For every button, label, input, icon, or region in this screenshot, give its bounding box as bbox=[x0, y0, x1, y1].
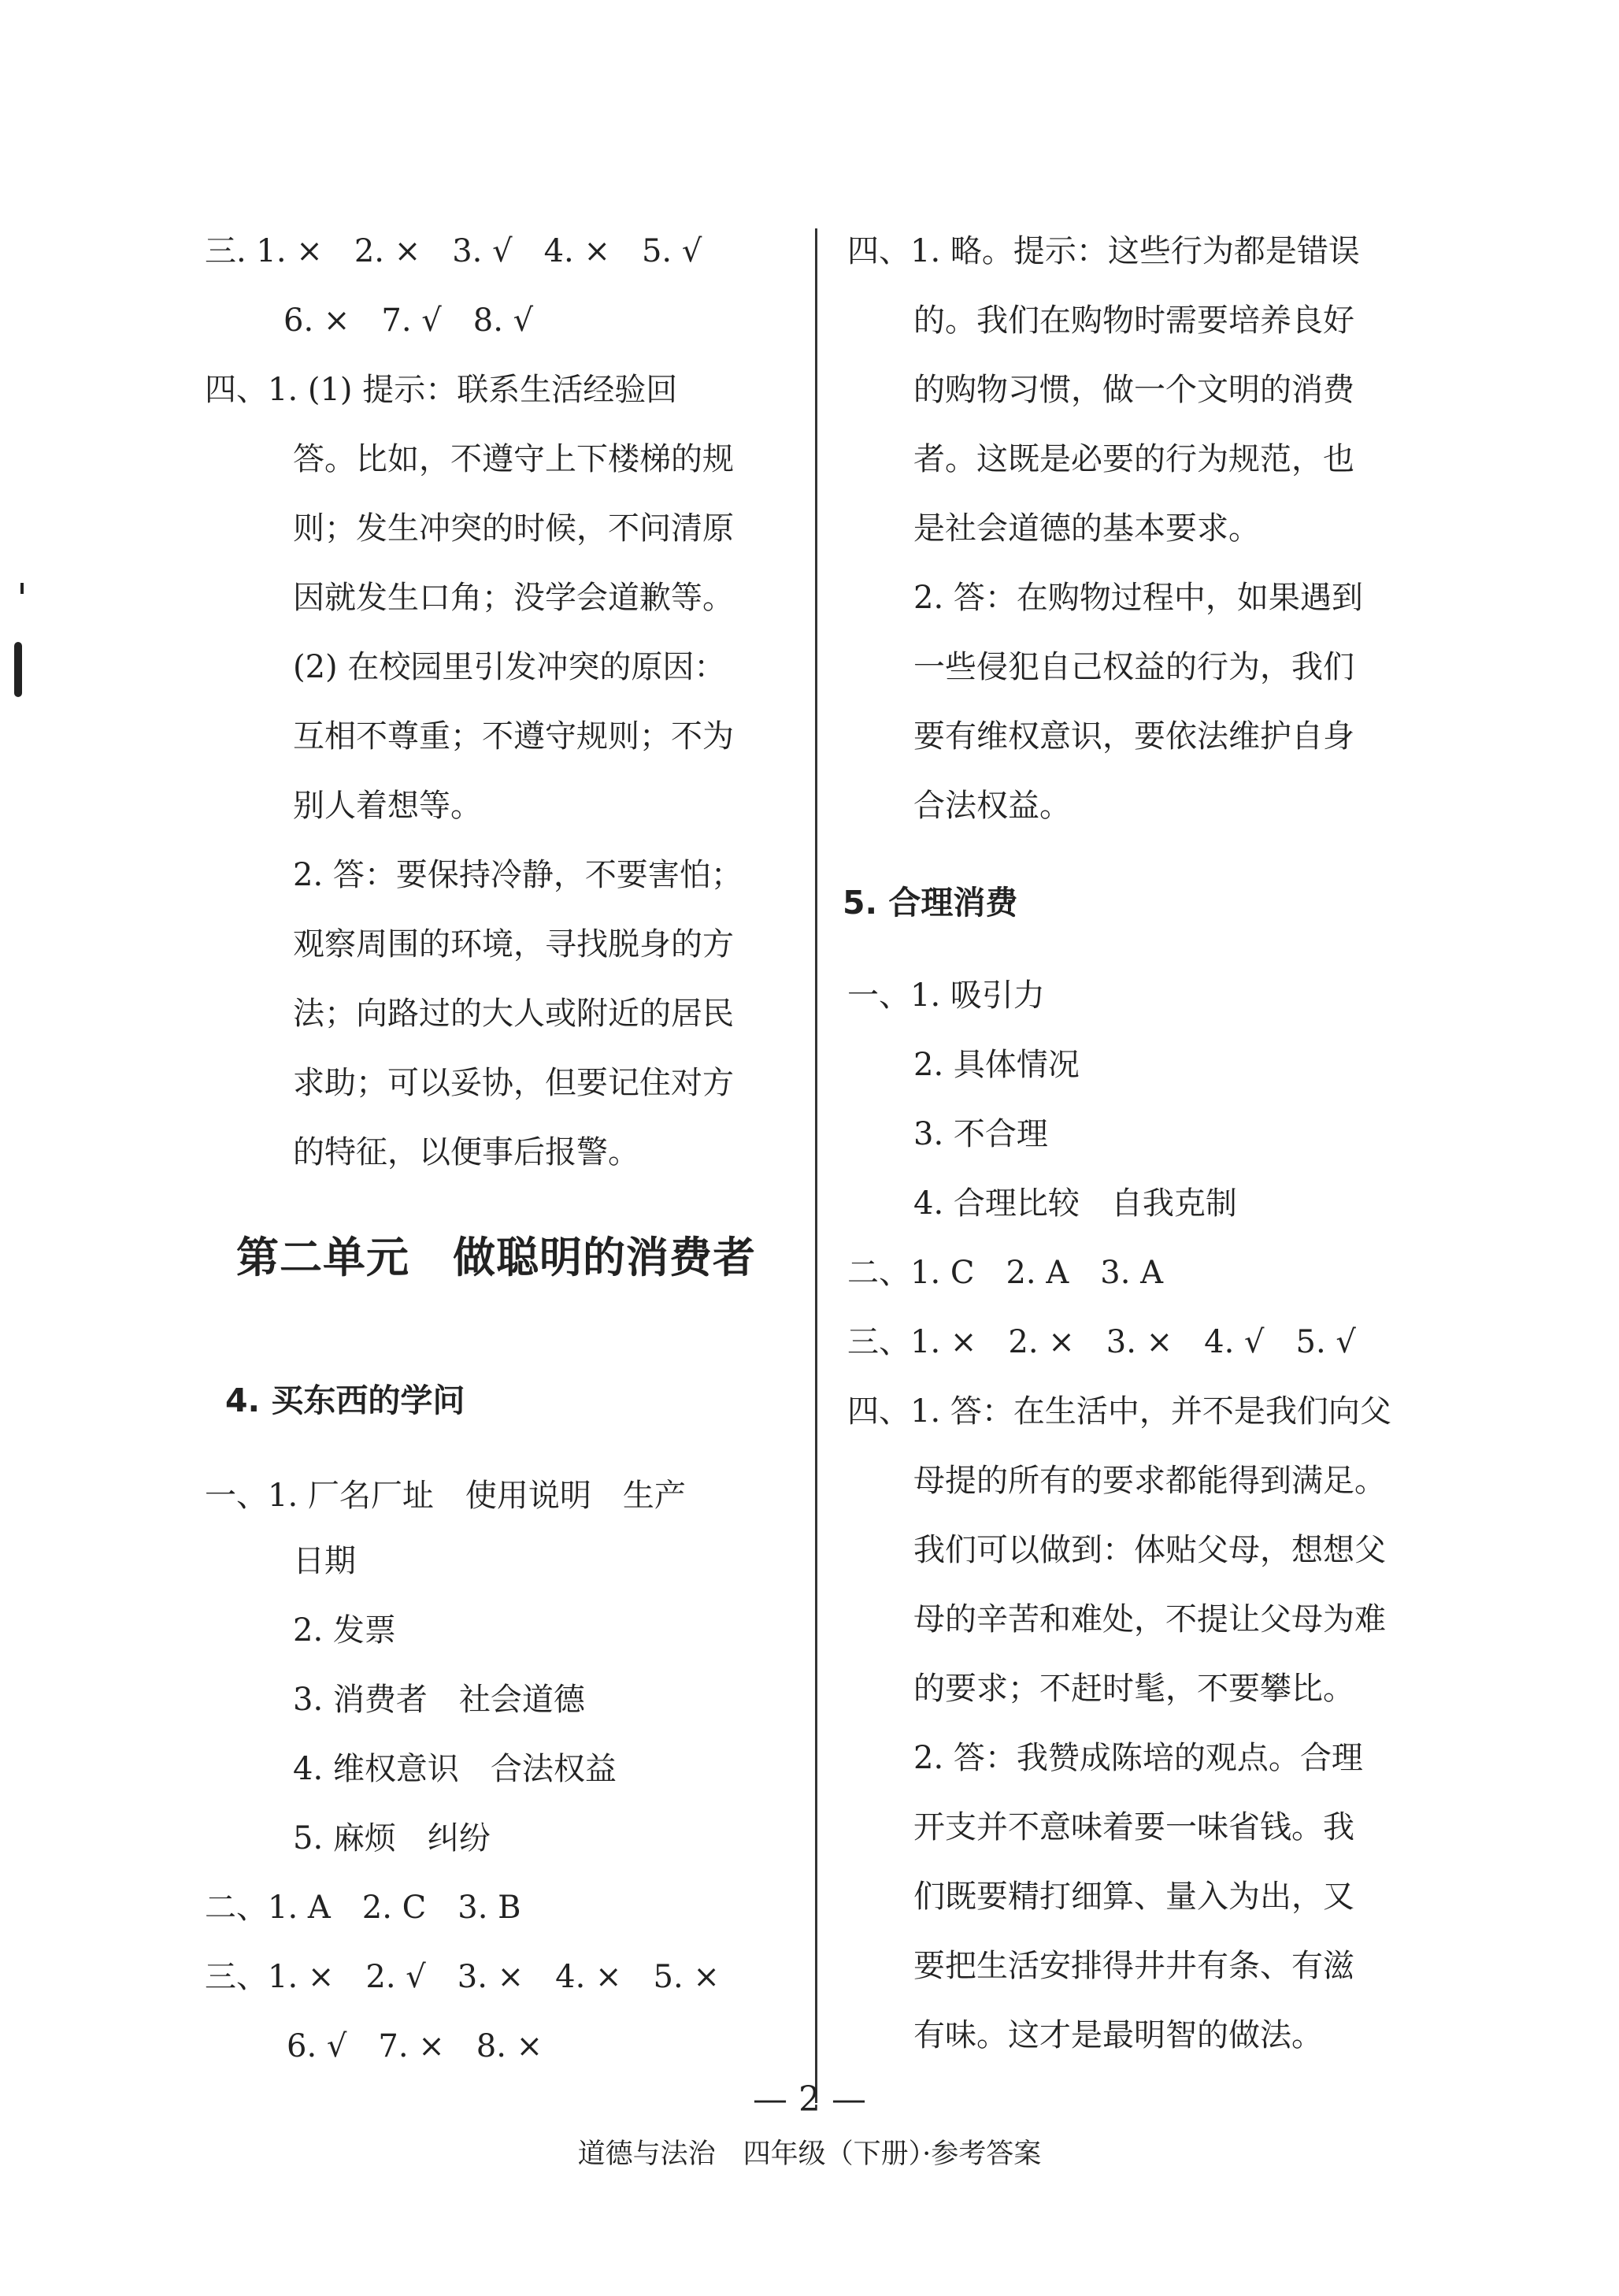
unit-title: 第二单元 做聪明的消费者 bbox=[236, 1233, 756, 1282]
answer-line: 观察周围的环境，寻找脱身的方 bbox=[293, 926, 734, 963]
answer-line: 四、1. 答：在生活中，并不是我们向父 bbox=[847, 1393, 1391, 1430]
answer-line: 的要求；不赶时髦，不要攀比。 bbox=[913, 1671, 1354, 1707]
answer-line: 因就发生口角；没学会道歉等。 bbox=[293, 580, 734, 616]
answer-line: 的购物习惯，做一个文明的消费 bbox=[913, 372, 1354, 408]
answer-line: 求助；可以妥协，但要记住对方 bbox=[293, 1065, 734, 1101]
answer-line: 3. 不合理 bbox=[913, 1116, 1048, 1152]
answer-line: 4. 维权意识 合法权益 bbox=[293, 1751, 617, 1787]
answer-line: 2. 发票 bbox=[293, 1612, 396, 1649]
scan-speck bbox=[20, 583, 24, 594]
answer-line: 三、1. × 2. √ 3. × 4. × 5. × bbox=[205, 1959, 720, 1995]
answer-line: 6. × 7. √ 8. √ bbox=[283, 302, 534, 339]
answer-line: 日期 bbox=[293, 1543, 356, 1579]
answer-line: 2. 具体情况 bbox=[913, 1047, 1080, 1083]
answer-line: 6. √ 7. × 8. × bbox=[287, 2028, 543, 2064]
scan-speck bbox=[14, 642, 22, 697]
answer-line: 三. 1. × 2. × 3. √ 4. × 5. √ bbox=[205, 233, 702, 269]
answer-line: 二、1. C 2. A 3. A bbox=[847, 1255, 1164, 1291]
answer-line: 的特征，以便事后报警。 bbox=[293, 1134, 639, 1170]
answer-line: 我们可以做到：体贴父母，想想父 bbox=[913, 1532, 1386, 1568]
page-footer: 道德与法治 四年级（下册）·参考答案 bbox=[577, 2138, 1042, 2170]
answer-line: 别人着想等。 bbox=[293, 788, 482, 824]
answer-line: 是社会道德的基本要求。 bbox=[913, 510, 1260, 547]
answer-line: 一、1. 吸引力 bbox=[847, 977, 1045, 1014]
answer-line: 二、1. A 2. C 3. B bbox=[205, 1890, 521, 1926]
answer-line: 一些侵犯自己权益的行为，我们 bbox=[913, 649, 1354, 685]
answer-line: 2. 答：要保持冷静，不要害怕； bbox=[293, 857, 743, 893]
answer-line: 2. 答：我赞成陈培的观点。合理 bbox=[913, 1740, 1363, 1776]
answer-line: 母提的所有的要求都能得到满足。 bbox=[913, 1463, 1386, 1499]
answer-line: 3. 消费者 社会道德 bbox=[293, 1682, 585, 1718]
left-column bbox=[205, 0, 803, 2166]
answer-line: 互相不尊重；不遵守规则；不为 bbox=[293, 718, 734, 755]
answer-line: (2) 在校园里引发冲突的原因： bbox=[293, 649, 726, 685]
answer-line: 要把生活安排得井井有条、有滋 bbox=[913, 1948, 1354, 1984]
answer-line: 法；向路过的大人或附近的居民 bbox=[293, 996, 734, 1032]
section-heading: 5. 合理消费 bbox=[843, 884, 1018, 922]
answer-line: 者。这既是必要的行为规范，也 bbox=[913, 441, 1354, 477]
answer-line: 们既要精打细算、量入为出，又 bbox=[913, 1879, 1354, 1915]
answer-line: 三、1. × 2. × 3. × 4. √ 5. √ bbox=[847, 1324, 1356, 1360]
answer-line: 一、1. 厂名厂址 使用说明 生产 bbox=[205, 1478, 686, 1514]
answer-line: 答。比如，不遵守上下楼梯的规 bbox=[293, 441, 734, 477]
answer-line: 开支并不意味着要一味省钱。我 bbox=[913, 1809, 1354, 1845]
answer-line: 有味。这才是最明智的做法。 bbox=[913, 2017, 1323, 2053]
section-heading: 4. 买东西的学问 bbox=[225, 1382, 465, 1419]
answer-line: 要有维权意识，要依法维护自身 bbox=[913, 718, 1354, 755]
answer-line: 则；发生冲突的时候，不问清原 bbox=[293, 510, 734, 547]
answer-line: 母的辛苦和难处，不提让父母为难 bbox=[913, 1601, 1386, 1638]
answer-line: 四、1. (1) 提示：联系生活经验回 bbox=[205, 372, 678, 408]
answer-line: 4. 合理比较 自我克制 bbox=[913, 1185, 1237, 1222]
answer-line: 2. 答：在购物过程中，如果遇到 bbox=[913, 580, 1363, 616]
right-column bbox=[843, 0, 1441, 2166]
column-divider bbox=[815, 228, 817, 2103]
answer-line: 合法权益。 bbox=[913, 788, 1071, 824]
page-number: — 2 — bbox=[753, 2079, 866, 2120]
answer-line: 四、1. 略。提示：这些行为都是错误 bbox=[847, 233, 1360, 269]
answer-line: 5. 麻烦 纠纷 bbox=[293, 1820, 491, 1856]
answer-line: 的。我们在购物时需要培养良好 bbox=[913, 302, 1354, 339]
